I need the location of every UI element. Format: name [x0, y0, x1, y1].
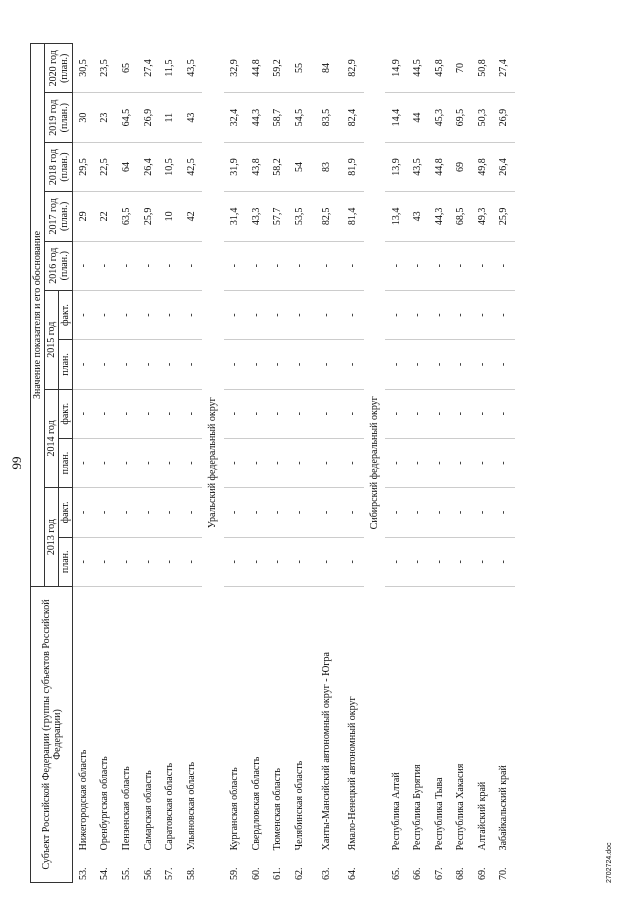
row-number: 62. [293, 867, 305, 880]
value-cell: 43,3 [245, 192, 267, 241]
table-row [385, 44, 407, 883]
value-cell: - [288, 340, 310, 389]
subject-name: Республика Хакасия [455, 763, 467, 851]
value-cell: - [450, 290, 472, 339]
value-cell: - [180, 340, 202, 389]
section-row [364, 44, 386, 883]
value-cell: 84 [310, 44, 342, 94]
value-cell: 69,5 [450, 93, 472, 142]
value-cell: 64,5 [116, 93, 138, 142]
value-cell: - [267, 438, 289, 487]
value-cell: 45,3 [428, 93, 450, 142]
value-cell: - [137, 241, 159, 290]
value-cell: 44,3 [428, 192, 450, 241]
value-cell: 54,5 [288, 93, 310, 142]
row-number: 57. [164, 867, 176, 880]
value-cell: 44,5 [407, 44, 429, 94]
indicator-table [30, 43, 515, 883]
value-cell: - [450, 537, 472, 586]
value-cell: - [116, 241, 138, 290]
value-cell: - [267, 340, 289, 389]
year-2017-header: 2017 год (план.) [45, 192, 73, 241]
value-cell: - [407, 340, 429, 389]
value-cell: - [116, 340, 138, 389]
value-cell: - [288, 290, 310, 339]
value-cell: - [342, 537, 364, 586]
table-header [31, 44, 73, 883]
value-cell: 83 [310, 142, 342, 191]
value-cell: - [342, 488, 364, 537]
value-cell: 43 [180, 93, 202, 142]
value-cell: - [73, 241, 95, 290]
value-cell: 82,9 [342, 44, 364, 94]
value-cell: - [310, 290, 342, 339]
value-cell: 44,8 [245, 44, 267, 94]
year-2015-header: 2015 год [45, 290, 59, 389]
page-number: 99 [9, 456, 24, 470]
fact-2015-header: факт. [59, 290, 73, 339]
value-cell: 10 [159, 192, 181, 241]
value-cell: - [385, 340, 407, 389]
fact-2014-header: факт. [59, 389, 73, 438]
value-cell: - [73, 340, 95, 389]
value-cell: - [116, 438, 138, 487]
value-cell: 14,9 [385, 44, 407, 94]
row-number: 60. [250, 867, 262, 880]
value-cell: - [407, 290, 429, 339]
year-2018-header: 2018 год (план.) [45, 142, 73, 191]
value-cell: - [267, 290, 289, 339]
table-row [116, 44, 138, 883]
value-cell: - [385, 537, 407, 586]
value-cell: 68,5 [450, 192, 472, 241]
value-cell: - [450, 241, 472, 290]
value-cell: 43,5 [180, 44, 202, 94]
value-cell: - [385, 438, 407, 487]
value-cell: 58,2 [267, 142, 289, 191]
year-2016-header: 2016 год (план.) [45, 241, 73, 290]
value-cell: 49,3 [472, 192, 494, 241]
value-cell: 31,9 [224, 142, 246, 191]
value-cell: - [385, 389, 407, 438]
value-cell: - [428, 290, 450, 339]
value-cell: - [493, 438, 515, 487]
row-number: 63. [320, 867, 332, 880]
value-cell: 50,8 [472, 44, 494, 94]
value-cell: - [472, 438, 494, 487]
value-cell: - [310, 389, 342, 438]
value-cell: 26,9 [493, 93, 515, 142]
value-cell: 81,9 [342, 142, 364, 191]
value-cell: 65 [116, 44, 138, 94]
value-cell: - [288, 537, 310, 586]
value-cell: - [245, 537, 267, 586]
value-cell: 45,8 [428, 44, 450, 94]
value-cell: - [137, 290, 159, 339]
value-cell: - [159, 438, 181, 487]
value-cell: - [73, 438, 95, 487]
value-cell: - [245, 340, 267, 389]
value-cell: - [159, 488, 181, 537]
value-cell: - [224, 537, 246, 586]
value-cell: - [73, 488, 95, 537]
value-cell: - [137, 389, 159, 438]
value-cell: - [267, 389, 289, 438]
table-row [450, 44, 472, 883]
value-cell: 82,4 [342, 93, 364, 142]
value-cell: - [245, 389, 267, 438]
value-cell: 53,5 [288, 192, 310, 241]
value-cell: - [342, 290, 364, 339]
row-number: 61. [272, 867, 284, 880]
subject-name: Самарская область [142, 770, 154, 851]
row-number: 56. [142, 867, 154, 880]
rotated-page-content [5, 33, 615, 893]
value-cell: 44 [407, 93, 429, 142]
subject-name: Забайкальский край [498, 765, 510, 851]
value-cell: - [116, 488, 138, 537]
table-row [407, 44, 429, 883]
value-cell: 27,4 [493, 44, 515, 94]
value-cell: - [224, 488, 246, 537]
subject-name: Республика Бурятия [412, 764, 424, 851]
value-cell: - [94, 340, 116, 389]
value-cell: - [267, 537, 289, 586]
value-cell: - [137, 340, 159, 389]
row-number: 64. [347, 867, 359, 880]
value-cell: - [493, 290, 515, 339]
table-row [159, 44, 181, 883]
value-cell: - [116, 537, 138, 586]
value-cell: - [245, 290, 267, 339]
row-number: 54. [99, 867, 111, 880]
table-row [493, 44, 515, 883]
value-cell: 70 [450, 44, 472, 94]
value-cell: - [472, 241, 494, 290]
value-cell: - [94, 537, 116, 586]
table-body [73, 44, 515, 883]
value-cell: - [428, 488, 450, 537]
section-title: Сибирский федеральный округ [368, 396, 380, 530]
value-cell: - [342, 438, 364, 487]
value-cell: 44,3 [245, 93, 267, 142]
subject-name: Республика Алтай [390, 772, 402, 851]
value-cell: - [472, 290, 494, 339]
value-cell: - [245, 488, 267, 537]
value-cell: - [310, 340, 342, 389]
value-cell: - [407, 488, 429, 537]
value-cell: 31,4 [224, 192, 246, 241]
value-cell: 13,4 [385, 192, 407, 241]
row-number: 53. [78, 867, 90, 880]
value-cell: 49,8 [472, 142, 494, 191]
value-cell: - [94, 290, 116, 339]
value-cell: - [94, 488, 116, 537]
value-cell: 42,5 [180, 142, 202, 191]
value-cell: - [224, 340, 246, 389]
value-cell: - [407, 438, 429, 487]
value-cell: 23,5 [94, 44, 116, 94]
year-2019-header: 2019 год (план.) [45, 93, 73, 142]
value-cell: 26,9 [137, 93, 159, 142]
value-cell: 69 [450, 142, 472, 191]
value-cell: 57,7 [267, 192, 289, 241]
value-cell: - [245, 438, 267, 487]
value-cell: - [428, 241, 450, 290]
value-cell: - [450, 340, 472, 389]
table-row [73, 44, 95, 883]
value-cell: - [288, 389, 310, 438]
table-row [342, 44, 364, 883]
value-cell: 63,5 [116, 192, 138, 241]
section-title: Уральский федеральный округ [207, 397, 219, 529]
row-number: 70. [498, 867, 510, 880]
value-cell: - [245, 241, 267, 290]
value-cell: - [159, 537, 181, 586]
value-cell: - [137, 537, 159, 586]
value-cell: 59,2 [267, 44, 289, 94]
row-number: 65. [390, 867, 402, 880]
value-cell: 30,5 [73, 44, 95, 94]
value-cell: - [385, 290, 407, 339]
row-number: 58. [185, 867, 197, 880]
value-cell: - [288, 241, 310, 290]
table-row [472, 44, 494, 883]
subject-column-header: Субъект Российской Федерации (группы субъектов Российской Федерации) [31, 586, 73, 882]
value-cell: - [73, 537, 95, 586]
subject-name: Оренбургская область [99, 756, 111, 851]
subject-name: Нижегородская область [78, 749, 90, 851]
value-cell: 58,7 [267, 93, 289, 142]
value-cell: - [428, 537, 450, 586]
value-cell: 81,4 [342, 192, 364, 241]
value-cell: - [288, 438, 310, 487]
year-2013-header: 2013 год [45, 488, 59, 587]
value-cell: - [310, 488, 342, 537]
value-cell: - [180, 290, 202, 339]
value-cell: 83,5 [310, 93, 342, 142]
value-cell: 29 [73, 192, 95, 241]
value-cell: - [428, 340, 450, 389]
value-cell: 22,5 [94, 142, 116, 191]
value-cell: 26,4 [137, 142, 159, 191]
value-cell: 11,5 [159, 44, 181, 94]
value-cell: 22 [94, 192, 116, 241]
value-cell: - [267, 241, 289, 290]
value-cell: - [493, 537, 515, 586]
table-row [245, 44, 267, 883]
value-cell: - [137, 438, 159, 487]
value-cell: - [342, 389, 364, 438]
plan-2013-header: план. [59, 537, 73, 586]
table-row [267, 44, 289, 883]
table-row [310, 44, 342, 883]
value-cell: - [310, 438, 342, 487]
value-cell: 43,5 [407, 142, 429, 191]
value-cell: - [224, 290, 246, 339]
value-cell: 43 [407, 192, 429, 241]
year-2020-header: 2020 год (план.) [45, 44, 73, 94]
value-cell: - [385, 241, 407, 290]
value-cell: 55 [288, 44, 310, 94]
file-footer: 2702724.doc [606, 842, 613, 883]
value-cell: - [342, 241, 364, 290]
value-cell: - [288, 488, 310, 537]
value-cell: - [224, 241, 246, 290]
subject-name: Тюменская область [272, 768, 284, 851]
value-cell: 27,4 [137, 44, 159, 94]
value-cell: 42 [180, 192, 202, 241]
plan-2015-header: план. [59, 340, 73, 389]
value-cell: - [493, 340, 515, 389]
value-cell: - [310, 241, 342, 290]
table-row [94, 44, 116, 883]
value-cell: - [180, 241, 202, 290]
value-cell: - [180, 488, 202, 537]
indicator-column-header: Значение показателя и его обоснование [31, 44, 45, 587]
subject-name: Ульяновская область [185, 761, 197, 851]
row-number: 69. [476, 867, 488, 880]
value-cell: 13,9 [385, 142, 407, 191]
table-row [428, 44, 450, 883]
value-cell: 82,5 [310, 192, 342, 241]
value-cell: 11 [159, 93, 181, 142]
value-cell: - [493, 389, 515, 438]
table-row [288, 44, 310, 883]
value-cell: - [159, 389, 181, 438]
value-cell: - [159, 290, 181, 339]
value-cell: - [472, 340, 494, 389]
value-cell: - [94, 389, 116, 438]
row-number: 67. [433, 867, 445, 880]
value-cell: - [159, 340, 181, 389]
value-cell: 14,4 [385, 93, 407, 142]
value-cell: - [428, 389, 450, 438]
subject-name: Ханты-Мансийский автономный округ - Югра [320, 652, 332, 851]
subject-name: Пензенская область [120, 766, 132, 851]
year-2014-header: 2014 год [45, 389, 59, 488]
table-row [224, 44, 246, 883]
value-cell: - [450, 438, 472, 487]
subject-name: Ямало-Ненецкий автономный округ [347, 696, 359, 851]
subject-name: Курганская область [228, 767, 240, 851]
row-number: 59. [228, 867, 240, 880]
value-cell: - [180, 438, 202, 487]
subject-name: Челябинская область [293, 760, 305, 851]
value-cell: - [73, 290, 95, 339]
value-cell: 44,8 [428, 142, 450, 191]
value-cell: 25,9 [137, 192, 159, 241]
subject-name: Республика Тыва [433, 777, 445, 851]
value-cell: - [342, 340, 364, 389]
value-cell: - [385, 488, 407, 537]
value-cell: - [472, 537, 494, 586]
table-row [137, 44, 159, 883]
fact-2013-header: факт. [59, 488, 73, 537]
value-cell: - [116, 389, 138, 438]
value-cell: - [472, 389, 494, 438]
value-cell: - [407, 389, 429, 438]
value-cell: - [224, 389, 246, 438]
value-cell: 50,3 [472, 93, 494, 142]
row-number: 68. [455, 867, 467, 880]
table-row [180, 44, 202, 883]
value-cell: - [180, 537, 202, 586]
value-cell: - [159, 241, 181, 290]
value-cell: - [73, 389, 95, 438]
value-cell: 30 [73, 93, 95, 142]
value-cell: - [94, 241, 116, 290]
value-cell: - [407, 241, 429, 290]
value-cell: 10,5 [159, 142, 181, 191]
subject-name: Свердловская область [250, 756, 262, 851]
value-cell: - [407, 537, 429, 586]
value-cell: 23 [94, 93, 116, 142]
value-cell: 32,4 [224, 93, 246, 142]
value-cell: 26,4 [493, 142, 515, 191]
subject-name: Алтайский край [476, 781, 488, 851]
subject-name: Саратовская область [164, 762, 176, 851]
value-cell: - [94, 438, 116, 487]
value-cell: - [180, 389, 202, 438]
value-cell: - [310, 537, 342, 586]
value-cell: 43,8 [245, 142, 267, 191]
value-cell: 32,9 [224, 44, 246, 94]
value-cell: - [493, 488, 515, 537]
value-cell: - [137, 488, 159, 537]
row-number: 66. [412, 867, 424, 880]
value-cell: - [267, 488, 289, 537]
value-cell: - [450, 389, 472, 438]
value-cell: - [116, 290, 138, 339]
value-cell: 54 [288, 142, 310, 191]
value-cell: - [428, 438, 450, 487]
value-cell: - [224, 438, 246, 487]
value-cell: 29,5 [73, 142, 95, 191]
value-cell: - [493, 241, 515, 290]
section-row [202, 44, 224, 883]
value-cell: - [472, 488, 494, 537]
value-cell: - [450, 488, 472, 537]
row-number: 55. [120, 867, 132, 880]
plan-2014-header: план. [59, 438, 73, 487]
value-cell: 64 [116, 142, 138, 191]
value-cell: 25,9 [493, 192, 515, 241]
